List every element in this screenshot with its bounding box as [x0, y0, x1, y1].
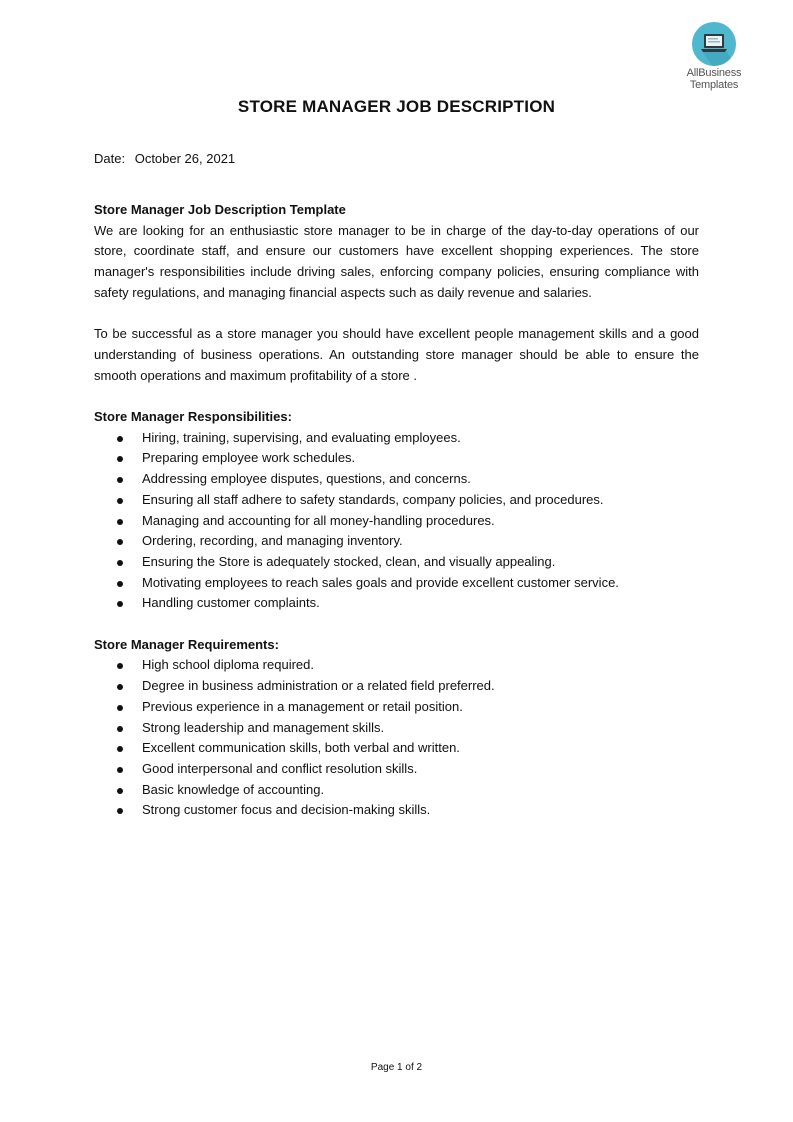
requirements-list [94, 655, 699, 821]
success-paragraph: To be successful as a store manager you should have excellent people management skills and a good understanding of business operations. An outstanding store manager should be able to ensure the smooth operations and maximum profitability of a store . [94, 326, 699, 383]
bullet-icon [117, 663, 123, 669]
bullet-icon [117, 767, 123, 773]
logo-text-line2: Templates [689, 79, 739, 91]
bullet-icon [117, 477, 123, 483]
document-body [94, 200, 699, 821]
date-value: October 26, 2021 [134, 151, 236, 166]
list-item: Strong leadership and management skills. [94, 718, 699, 739]
bullet-icon [117, 498, 123, 504]
logo-text-line1: AllBusiness [686, 67, 742, 79]
list-item: Strong customer focus and decision-making skills. [94, 800, 699, 821]
list-item: Preparing employee work schedules. [94, 448, 699, 469]
bullet-icon [117, 539, 123, 545]
bullet-icon [117, 684, 123, 690]
page-title: STORE MANAGER JOB DESCRIPTION [237, 97, 556, 116]
bullet-icon [117, 705, 123, 711]
list-item: Handling customer complaints. [94, 593, 699, 614]
bullet-icon [117, 726, 123, 732]
list-item: Ensuring all staff adhere to safety standards, company policies, and procedures. [94, 490, 699, 511]
bullet-icon [117, 746, 123, 752]
responsibilities-heading: Store Manager Responsibilities: [94, 409, 292, 424]
brand-logo [678, 22, 750, 91]
bullet-icon [117, 601, 123, 607]
bullet-icon [117, 519, 123, 525]
responsibilities-list [94, 428, 699, 614]
list-item: Basic knowledge of accounting. [94, 780, 699, 801]
list-item: High school diploma required. [94, 655, 699, 676]
laptop-icon [692, 22, 736, 66]
list-item: Hiring, training, supervising, and evaluating employees. [94, 428, 699, 449]
requirements-heading: Store Manager Requirements: [94, 636, 279, 652]
list-item: Good interpersonal and conflict resolution skills. [94, 759, 699, 780]
list-item: Ordering, recording, and managing inventory. [94, 531, 699, 552]
page-number: Page 1 of 2 [370, 1062, 423, 1073]
list-item: Ensuring the Store is adequately stocked, clean, and visually appealing. [94, 552, 699, 573]
template-heading: Store Manager Job Description Template [94, 202, 346, 217]
bullet-icon [117, 581, 123, 587]
list-item: Previous experience in a management or retail position. [94, 697, 699, 718]
bullet-icon [117, 456, 123, 462]
date-label: Date: [94, 151, 126, 166]
intro-paragraph: We are looking for an enthusiastic store manager to be in charge of the day-to-day operations of our store, coordinate staff, and ensure our customers have excellent shopping experiences. The store manager's responsibilities include driving sales, enforcing company policies, ensuring compliance with safety regulations, and managing financial aspects such as daily revenue and salaries. [94, 222, 699, 300]
bullet-icon [117, 436, 123, 442]
list-item: Degree in business administration or a related field preferred. [94, 676, 699, 697]
list-item: Motivating employees to reach sales goals and provide excellent customer service. [94, 573, 699, 594]
list-item: Excellent communication skills, both verbal and written. [94, 738, 699, 759]
list-item: Addressing employee disputes, questions, and concerns. [94, 469, 699, 490]
list-item: Managing and accounting for all money-handling procedures. [94, 511, 699, 532]
bullet-icon [117, 560, 123, 566]
bullet-icon [117, 788, 123, 794]
document-date [94, 151, 235, 166]
bullet-icon [117, 808, 123, 814]
